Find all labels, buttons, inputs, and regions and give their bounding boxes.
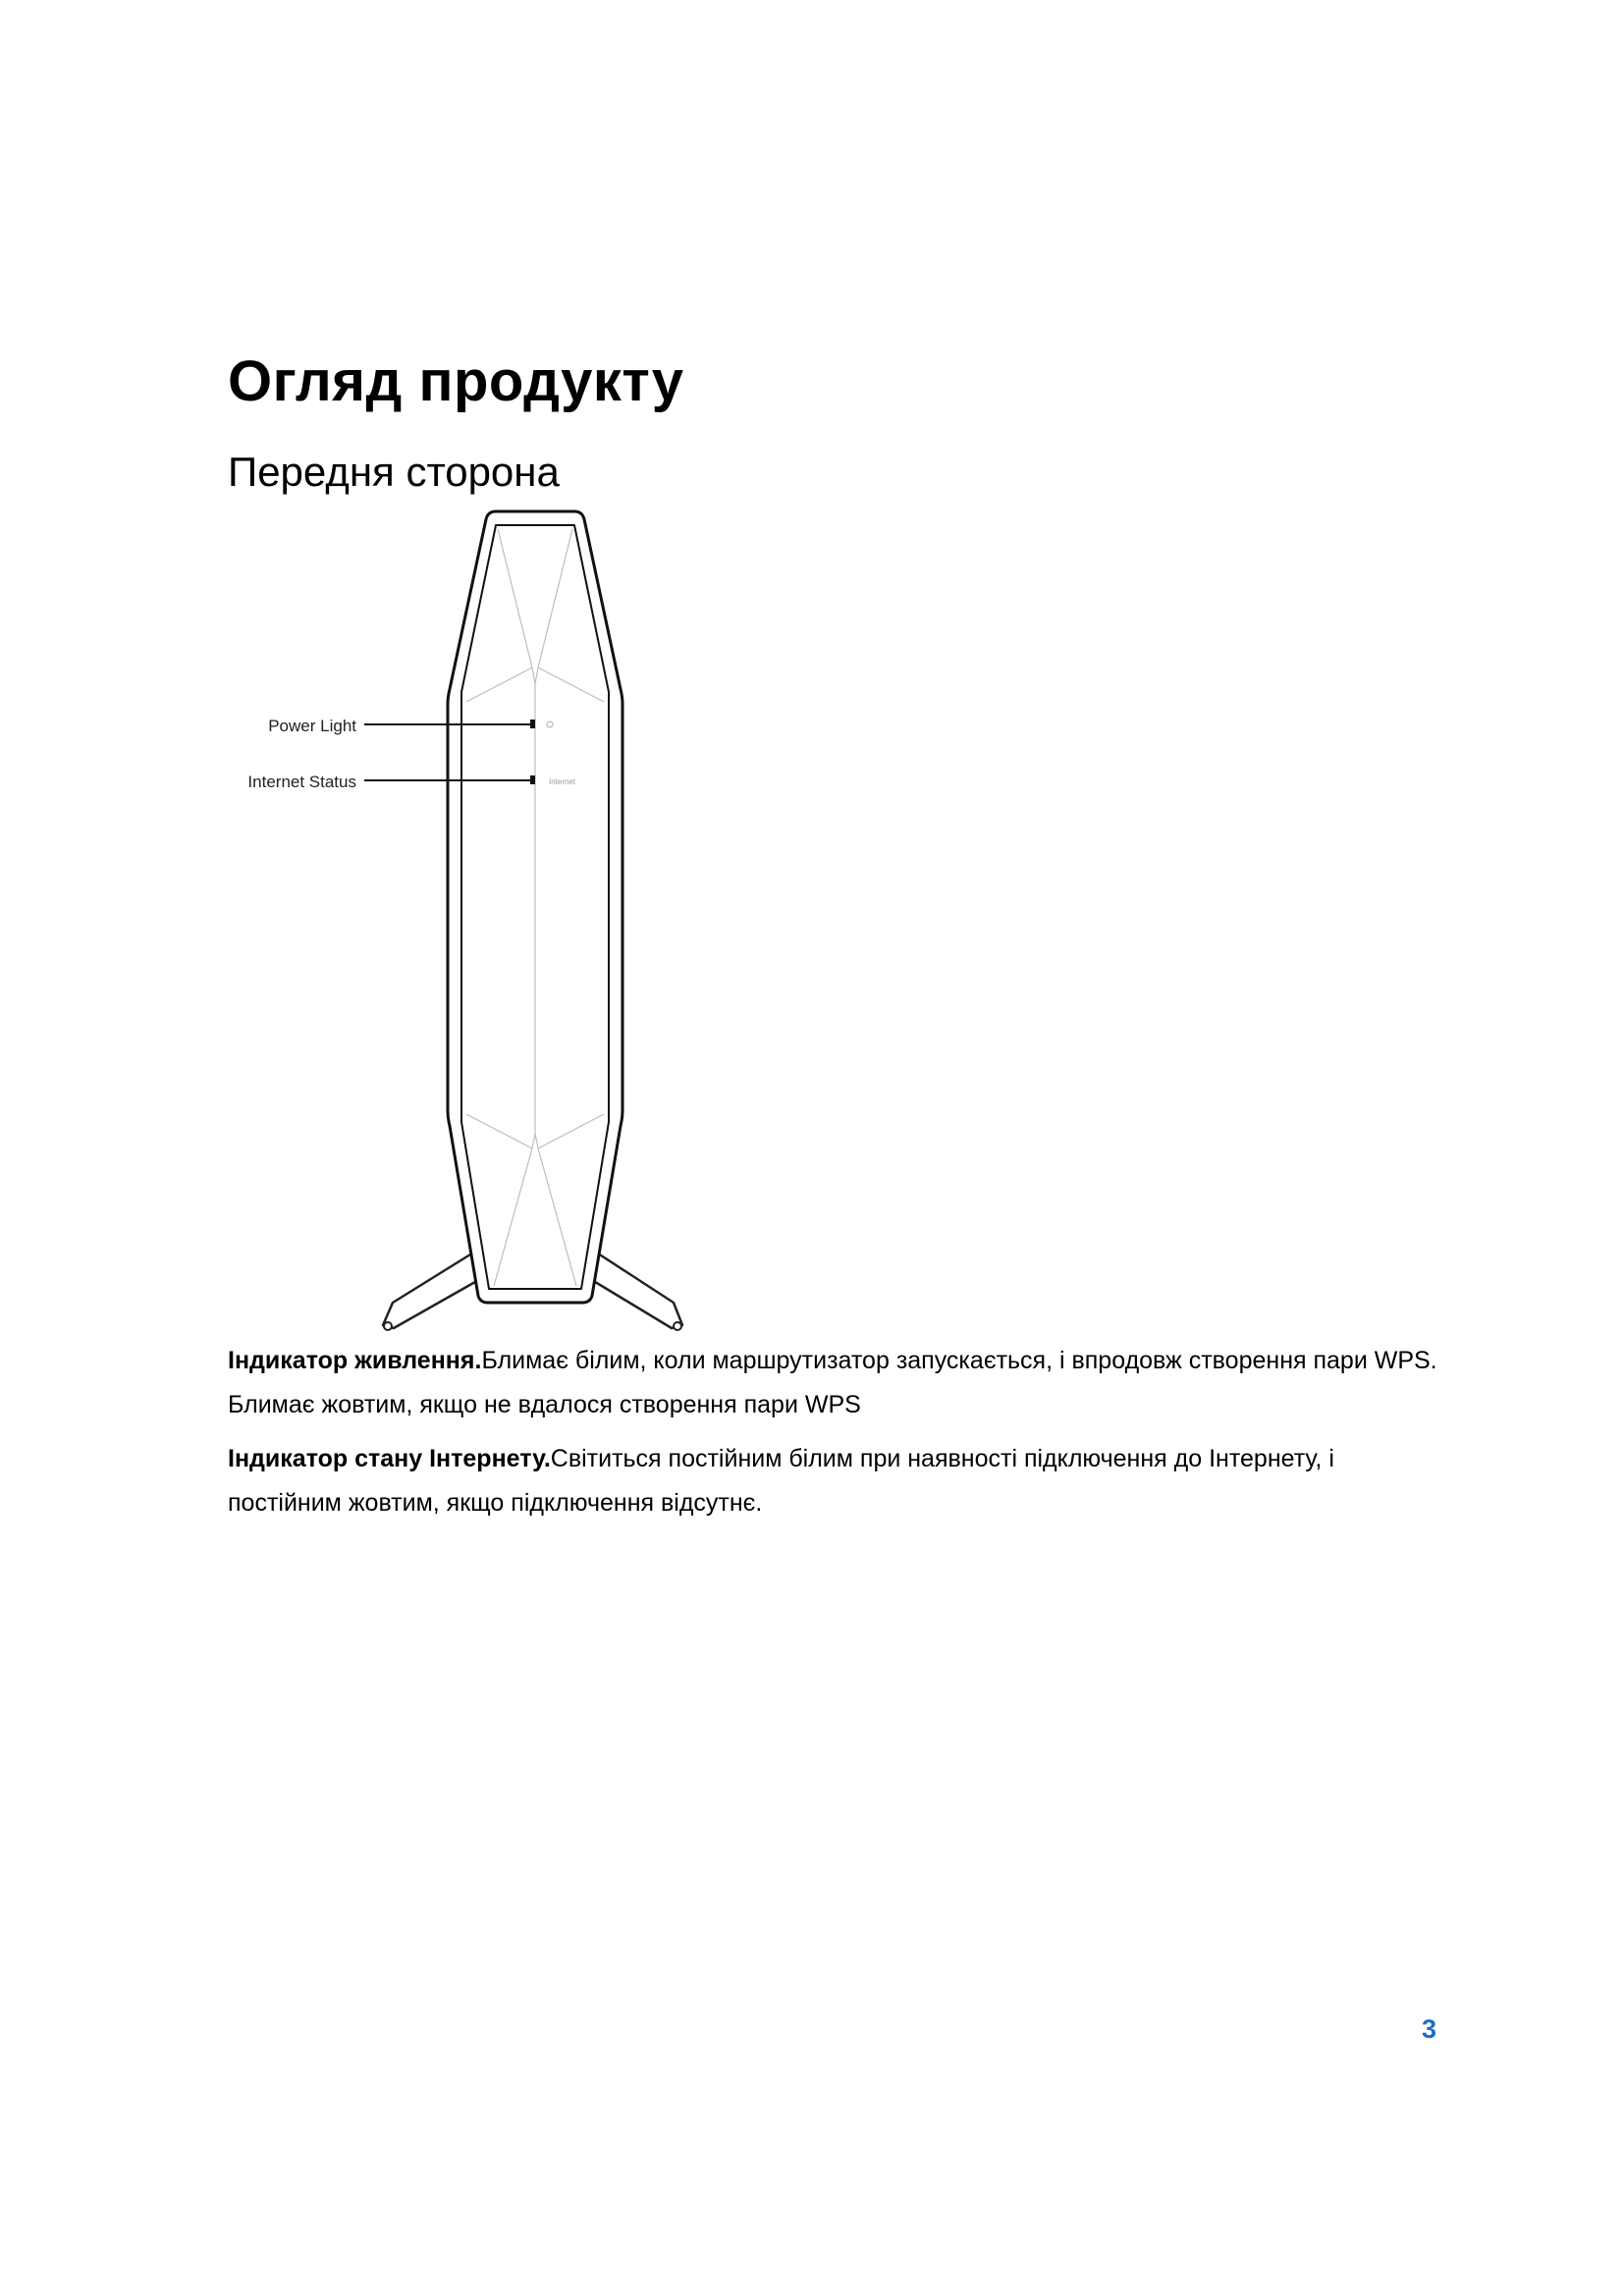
internet-status-text: Світиться постійним білим при наявності підключення до Інтернету, і постійним жовтим, якщо підключення відсутнє. [228,1445,1334,1517]
page-title: Огляд продукту [228,349,684,413]
router-front-drawing [221,506,712,1345]
power-light-description [228,1339,1445,1427]
internet-led-label: Internet [549,777,576,786]
power-light-text: Блимає білим, коли маршрутизатор запускається, і впродовж створення пари WPS. Блимає жовтим, якщо не вдалося створення пари WPS [228,1347,1437,1418]
power-light-callout-label: Power Light [268,717,356,735]
router-front-illustration [221,506,712,1345]
internet-status-led [530,775,535,784]
internet-status-term: Індикатор стану Інтернету. [228,1445,551,1472]
power-light-led [530,720,535,728]
internet-status-description [228,1437,1445,1525]
section-title: Передня сторона [228,449,560,495]
page-number: 3 [1422,2014,1437,2044]
internet-status-callout-label: Internet Status [247,773,356,791]
power-light-term: Індикатор живлення. [228,1347,482,1374]
